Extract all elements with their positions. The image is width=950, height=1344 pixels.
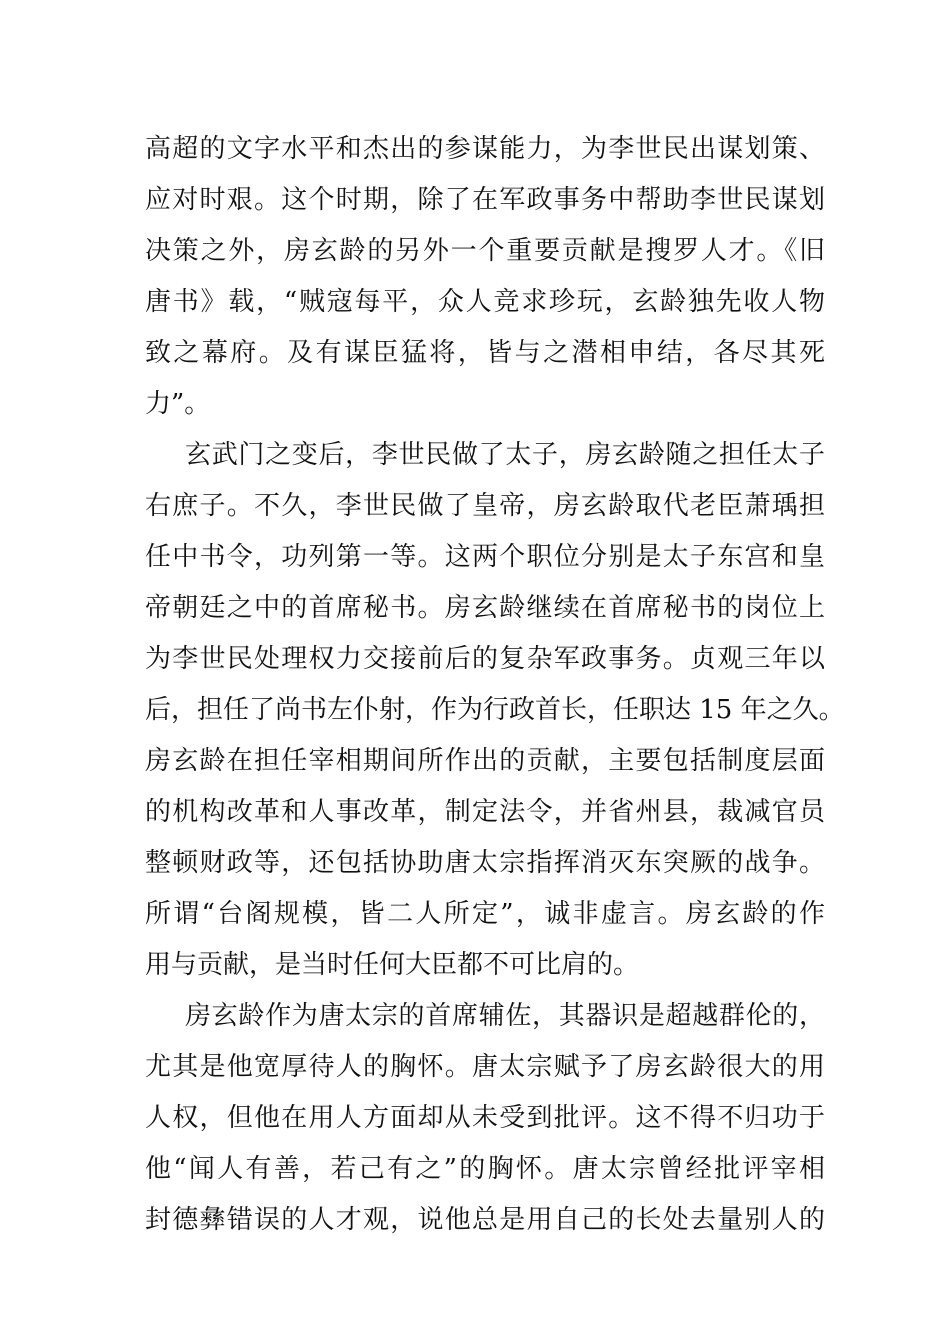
text-line: 玄武门之变后，李世民做了太子，房玄龄随之担任太子: [185, 440, 825, 470]
paragraph-1: [145, 124, 825, 430]
text-line: 帝朝廷之中的首席秘书。房玄龄继续在首席秘书的岗位上: [145, 593, 825, 623]
text-line: 房玄龄作为唐太宗的首席辅佐，其器识是超越群伦的，: [185, 1001, 825, 1031]
text-line: 高超的文字水平和杰出的参谋能力，为李世民出谋划策、: [145, 134, 825, 164]
text-line: 决策之外，房玄龄的另外一个重要贡献是搜罗人才。《旧: [145, 236, 825, 266]
text-line: 唐书》载，“贼寇每平，众人竞求珍玩，玄龄独先收人物: [145, 287, 825, 317]
text-line: 后，担任了尚书左仆射，作为行政首长，任职达 15 年之久。: [145, 695, 845, 725]
text-line: 力”。: [145, 389, 211, 419]
text-line: 致之幕府。及有谋臣猛将，皆与之潜相申结，各尽其死: [145, 338, 825, 368]
text-line: 为李世民处理权力交接前后的复杂军政事务。贞观三年以: [145, 644, 825, 674]
text-line: 用与贡献，是当时任何大臣都不可比肩的。: [145, 950, 640, 980]
paragraph-3: [145, 991, 825, 1246]
text-line: 应对时艰。这个时期，除了在军政事务中帮助李世民谋划: [145, 185, 825, 215]
text-line: 尤其是他宽厚待人的胸怀。唐太宗赋予了房玄龄很大的用: [145, 1052, 825, 1082]
text-line: 右庶子。不久，李世民做了皇帝，房玄龄取代老臣萧瑀担: [145, 491, 825, 521]
paragraph-2: [145, 430, 845, 991]
text-line: 房玄龄在担任宰相期间所作出的贡献，主要包括制度层面: [145, 746, 825, 776]
text-line: 所谓“台阁规模，皆二人所定”，诚非虚言。房玄龄的作: [145, 899, 825, 929]
text-line: 人权，但他在用人方面却从未受到批评。这不得不归功于: [145, 1103, 825, 1133]
text-line: 封德彝错误的人才观，说他总是用自己的长处去量别人的: [145, 1205, 825, 1235]
text-line: 的机构改革和人事改革，制定法令，并省州县，裁减官员: [145, 797, 825, 827]
text-line: 任中书令，功列第一等。这两个职位分别是太子东宫和皇: [145, 542, 825, 572]
text-line: 整顿财政等，还包括协助唐太宗指挥消灭东突厥的战争。: [145, 848, 825, 878]
body-text: [145, 124, 845, 1246]
text-line: 他“闻人有善，若己有之”的胸怀。唐太宗曾经批评宰相: [145, 1154, 825, 1184]
